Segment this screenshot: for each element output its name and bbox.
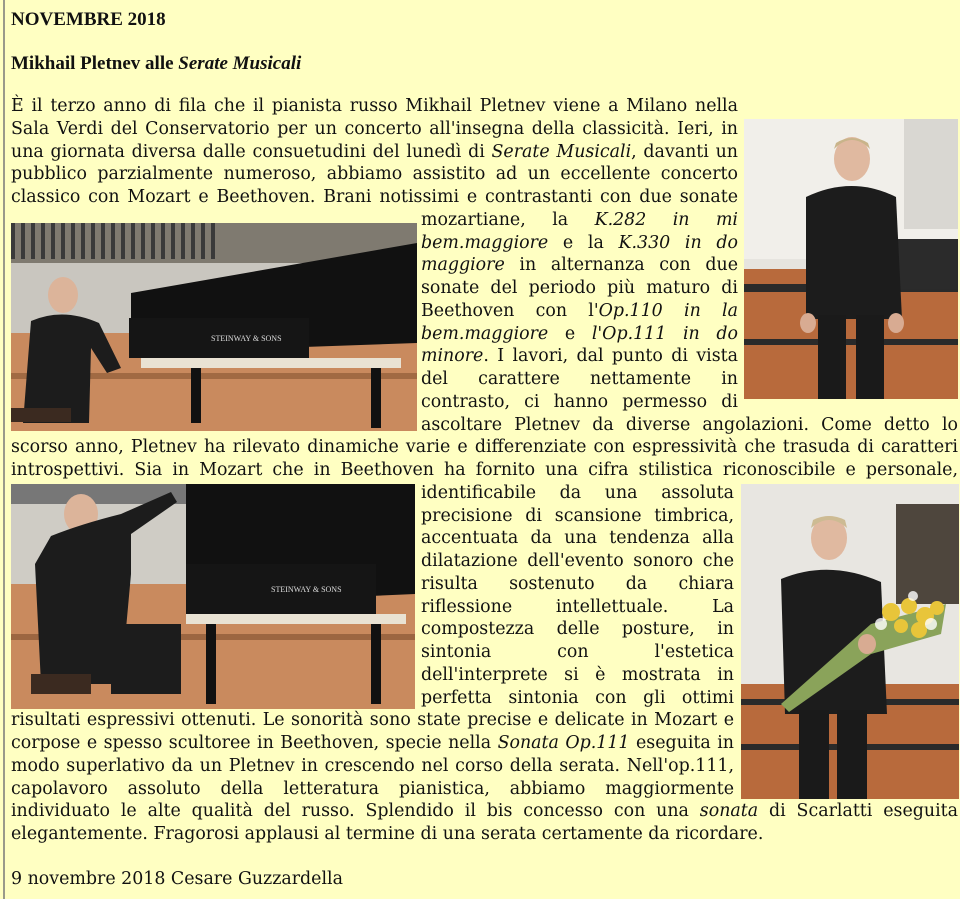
left-border-rule	[3, 0, 5, 899]
k330: K.330 in do maggiore	[421, 232, 738, 276]
piano-brand-2: STEINWAY & SONS	[271, 585, 342, 594]
text-1e: . I lavori, dal punto di vista del carattere nettamente in contrasto, ci hanno permesso di ascoltare Pletnev da diverse angolazioni. Come detto lo scorso anno, Pletnev ha rilevato dinamiche varie e differenziate con espressività che trasuda di caratteri introspettivi. Sia in Mozart che in Beethoven ha fornito una cifra stilistica riconoscibile e personale, identificabile da una assoluta precisione di scansione timbrica, accentuata da una tendenza alla dilatazione dell'evento sonoro che risulta sostenuto da chiara riflessione intellettuale. La compostezza delle posture, in sintonia con l'estetica dell'interprete si è mostrata in perfetta sintonia con gli ottimi risultati espressivi ottenuti. Le sonorità sono state precise e delicate in Mozart e corpose e spesso scultoree in Beethoven, specie nella	[11, 346, 958, 753]
k282: K.282 in mi bem.maggiore	[421, 209, 738, 253]
sonata-op111: Sonata Op.111	[497, 733, 630, 753]
text-1c: , davanti un pubblico parzialmente numeroso, abbiamo assistito ad un eccellente concerto classico con Mozart e Beethoven. Brani notissimi e contrastanti con due sonate mozartiane, la	[11, 141, 738, 230]
and-1: e la	[548, 232, 619, 253]
text-1d: in alternanza con due sonate del periodo più maturo di Beethoven con l'	[421, 255, 738, 321]
op110: Op.110 in la bem.maggiore	[421, 300, 738, 344]
text-1f: eseguita in modo superlativo da un Pletnev in crescendo nel corso della serata. Nell'op.111, capolavoro assoluto della letteratura pianistica, abbiamo maggiormente individuato le alte qualità del russo. Splendido il bis concesso con una	[11, 733, 735, 822]
photo-pletnev-standing	[744, 119, 958, 399]
photo-pletnev-flowers	[741, 484, 959, 799]
text-1a: È il terzo anno di fila che il pianista russo Mikhail Pletnev viene a Milano nella Sala Verdi del Conservatorio per un concerto all'insegna della classicità. Ieri, in una giornata diversa dalle consuetudini del lunedì di	[11, 96, 738, 162]
title-italic: Serate Musicali	[178, 53, 302, 74]
byline: 9 novembre 2018 Cesare Guzzardella	[11, 869, 343, 889]
text-1b: Serate Musicali	[491, 141, 632, 162]
text-1g: di Scarlatti eseguita elegantemente. Fragorosi applausi al termine di una serata certamente da ricordare.	[11, 801, 958, 844]
photo-pletnev-playing-2	[11, 484, 415, 709]
photo-pletnev-playing-1	[11, 223, 417, 431]
sonata-scarlatti: sonata	[699, 801, 759, 822]
and-2: e	[548, 323, 592, 344]
op111: l'Op.111 in do minore	[421, 323, 738, 367]
month-heading: NOVEMBRE 2018	[11, 9, 166, 30]
piano-brand-1: STEINWAY & SONS	[211, 333, 282, 343]
title-prefix: Mikhail Pletnev alle	[11, 53, 179, 74]
article-title	[11, 53, 301, 75]
